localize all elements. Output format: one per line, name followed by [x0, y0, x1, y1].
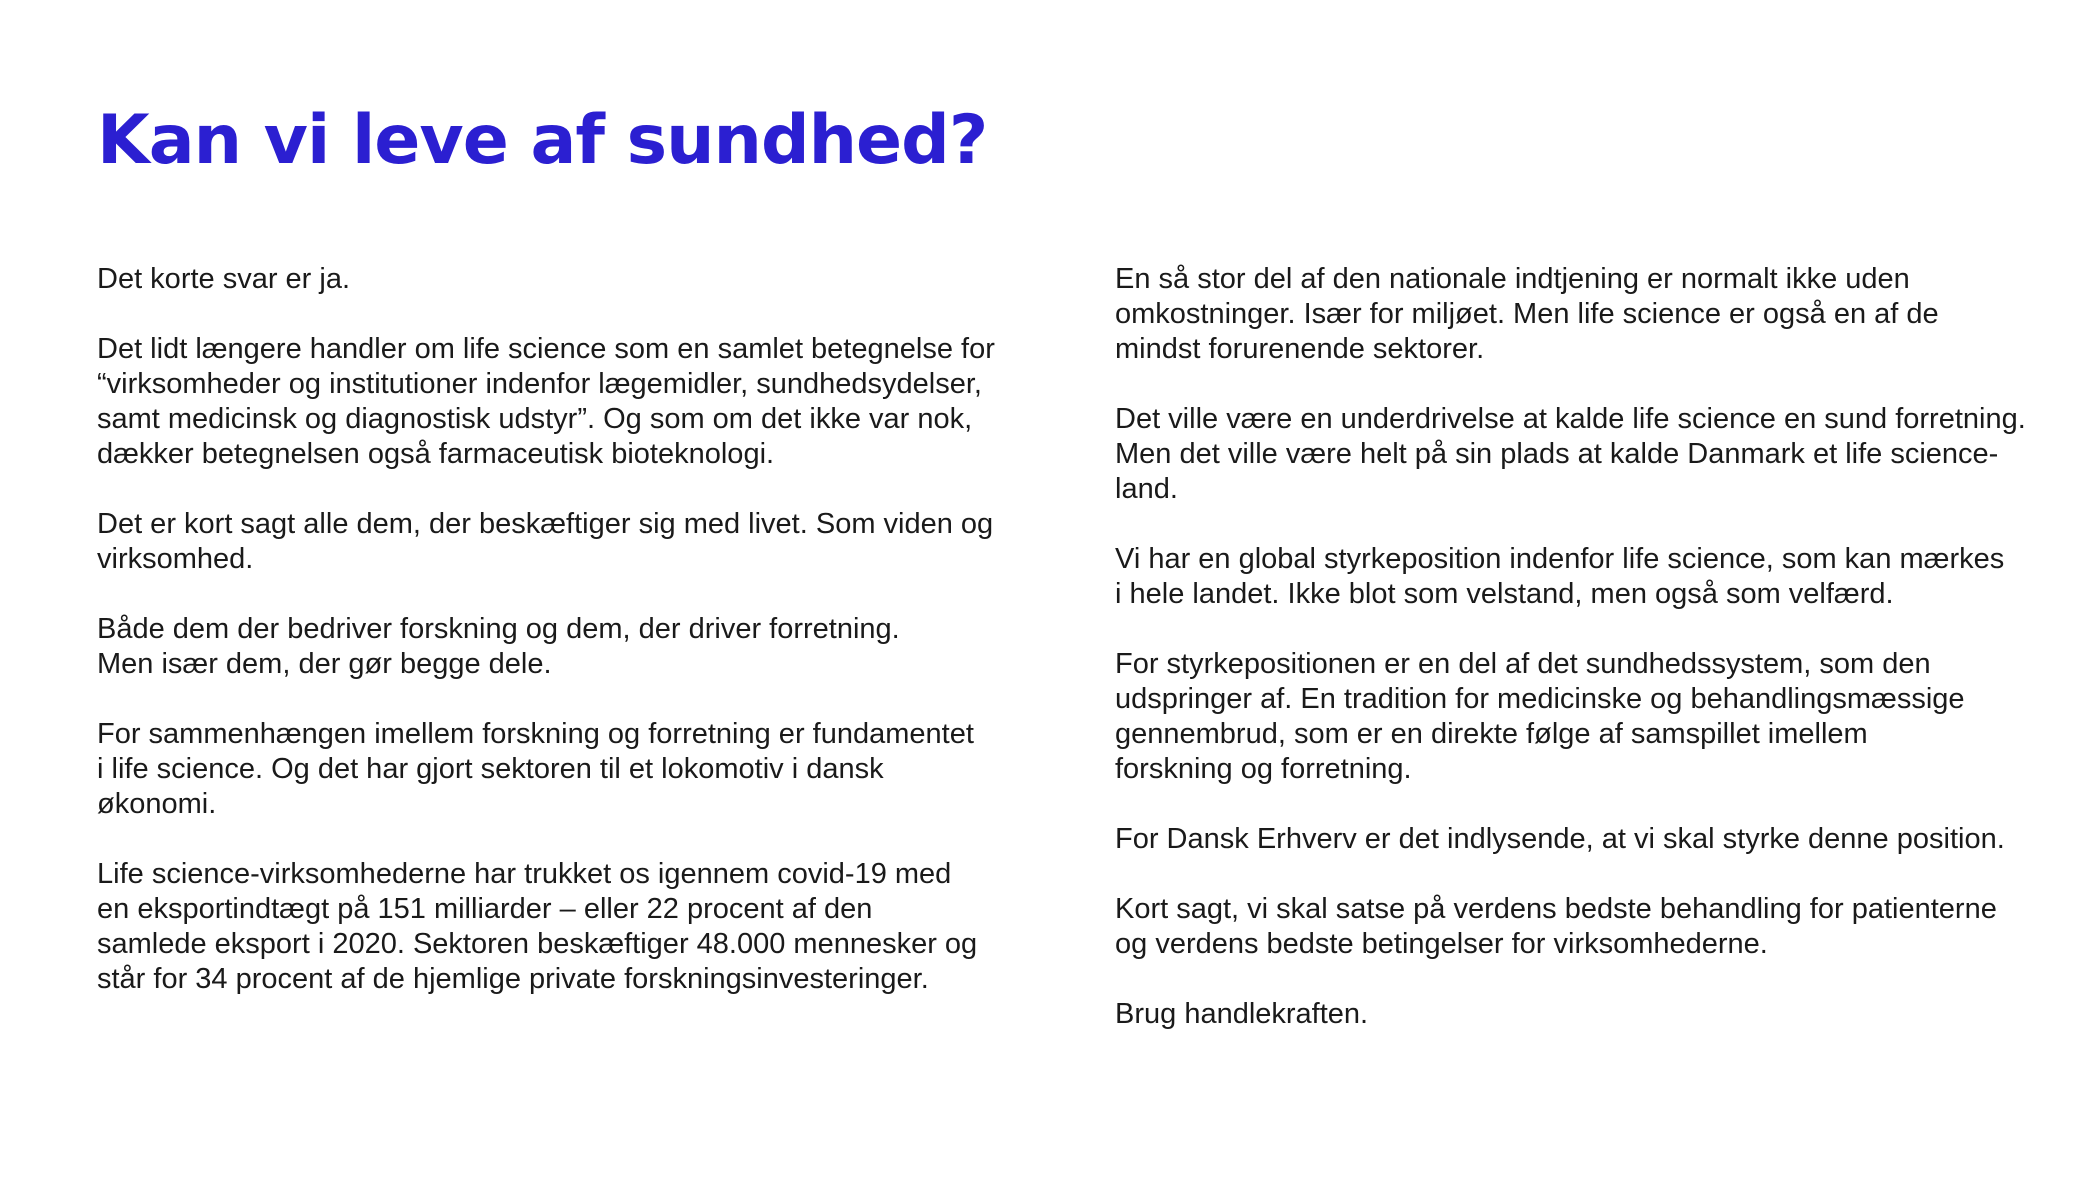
- text-line: mindst forurenende sektorer.: [1115, 333, 1485, 365]
- text-line: forskning og forretning.: [1115, 753, 1412, 785]
- paragraph: [1115, 892, 2055, 962]
- paragraph: [1115, 262, 2055, 367]
- text-line: For styrkepositionen er en del af det sundhedssystem, som den: [1115, 648, 1931, 680]
- text-line: land.: [1115, 473, 1178, 505]
- text-line: For Dansk Erhverv er det indlysende, at vi skal styrke denne position.: [1115, 823, 2005, 855]
- text-line: Men det ville være helt på sin plads at kalde Danmark et life science-: [1115, 438, 1999, 470]
- text-line: Både dem der bedriver forskning og dem, der driver forretning.: [97, 613, 900, 645]
- text-line: økonomi.: [97, 788, 217, 820]
- text-line: Det er kort sagt alle dem, der beskæftiger sig med livet. Som viden og: [97, 508, 994, 540]
- paragraph: [1115, 647, 2055, 787]
- text-line: i hele landet. Ikke blot som velstand, men også som velfærd.: [1115, 578, 1894, 610]
- text-line: Det ville være en underdrivelse at kalde life science en sund forretning.: [1115, 403, 2026, 435]
- text-line: udspringer af. En tradition for medicinske og behandlingsmæssige: [1115, 683, 1965, 715]
- paragraph: [97, 612, 1037, 682]
- text-line: og verdens bedste betingelser for virksomhederne.: [1115, 928, 1768, 960]
- paragraph: [1115, 542, 2055, 612]
- left-text-column: [97, 262, 1037, 1032]
- paragraph: [1115, 402, 2055, 507]
- text-line: For sammenhængen imellem forskning og forretning er fundamentet: [97, 718, 974, 750]
- text-line: gennembrud, som er en direkte følge af samspillet imellem: [1115, 718, 1868, 750]
- paragraph: [97, 857, 1037, 997]
- text-line: Brug handlekraften.: [1115, 998, 1369, 1030]
- text-line: Det lidt længere handler om life science som en samlet betegnelse for: [97, 333, 995, 365]
- text-line: Kort sagt, vi skal satse på verdens bedste behandling for patienterne: [1115, 893, 1997, 925]
- paragraph: [97, 262, 1037, 297]
- text-line: omkostninger. Især for miljøet. Men life science er også en af de: [1115, 298, 1939, 330]
- text-line: står for 34 procent af de hjemlige private forskningsinvesteringer.: [97, 963, 929, 995]
- paragraph: [1115, 997, 2055, 1032]
- text-line: samt medicinsk og diagnostisk udstyr”. Og som om det ikke var nok,: [97, 403, 973, 435]
- paragraph: [97, 332, 1037, 472]
- text-line: Life science-virksomhederne har trukket os igennem covid-19 med: [97, 858, 952, 890]
- text-line: En så stor del af den nationale indtjening er normalt ikke uden: [1115, 263, 1910, 295]
- text-line: virksomhed.: [97, 543, 254, 575]
- text-line: en eksportindtægt på 151 milliarder – eller 22 procent af den: [97, 893, 873, 925]
- right-text-column: [1115, 262, 2055, 1067]
- text-line: Det korte svar er ja.: [97, 263, 351, 295]
- page-title: Kan vi leve af sundhed?: [97, 101, 988, 180]
- text-line: “virksomheder og institutioner indenfor lægemidler, sundhedsydelser,: [97, 368, 982, 400]
- text-line: Men især dem, der gør begge dele.: [97, 648, 552, 680]
- text-line: samlede eksport i 2020. Sektoren beskæftiger 48.000 mennesker og: [97, 928, 978, 960]
- text-line: Vi har en global styrkeposition indenfor life science, som kan mærkes: [1115, 543, 2005, 575]
- paragraph: [1115, 822, 2055, 857]
- paragraph: [97, 717, 1037, 822]
- text-line: dækker betegnelsen også farmaceutisk bioteknologi.: [97, 438, 775, 470]
- text-line: i life science. Og det har gjort sektoren til et lokomotiv i dansk: [97, 753, 884, 785]
- paragraph: [97, 507, 1037, 577]
